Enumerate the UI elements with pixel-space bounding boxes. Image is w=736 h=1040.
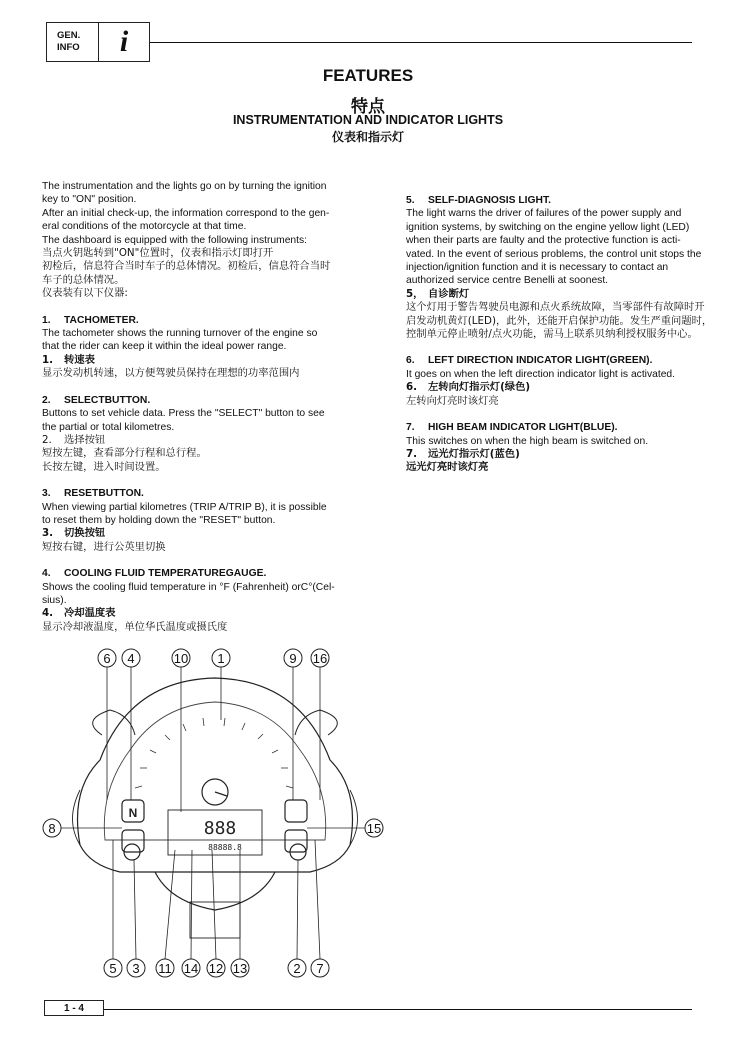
item-heading-cn: 4. 冷却温度表 xyxy=(42,607,116,620)
item-text: that the rider can keep it within the ideal power range. xyxy=(42,341,287,353)
item-text-cn: 控制单元停止喷射/点火功能，需马上联系贝纳利授权服务中心。 xyxy=(406,328,698,341)
callout-14 xyxy=(182,850,200,977)
section-label xyxy=(47,23,99,61)
item-text: vated. In the event of serious problems, the control unit stops the xyxy=(406,248,702,260)
item-text-cn: 启发动机黄灯(LED)，此外，还能开启保护功能。发生严重问题时， xyxy=(406,314,713,327)
page-title: FEATURES xyxy=(322,66,414,85)
item-text: It goes on when the left direction indicator light is activated. xyxy=(406,368,676,380)
svg-text:15: 15 xyxy=(366,821,382,836)
callouts-top xyxy=(98,649,329,812)
item-text: the partial or total kilometres. xyxy=(42,421,175,433)
item-text-cn: 显示冷却液温度，单位华氏温度或摄氏度 xyxy=(42,620,228,633)
item-text-cn: 长按左键，进入时间设置。 xyxy=(42,460,166,473)
callout-16 xyxy=(311,649,329,800)
intro-line: After an initial check-up, the information correspond to the gen- xyxy=(42,207,330,219)
item-text-cn: 显示发动机转速，以方便驾驶员保持在理想的功率范围内 xyxy=(42,367,300,380)
item-text: This switches on when the high beam is switched on. xyxy=(406,435,649,447)
item-heading-cn: 6. 左转向灯指示灯(绿色) xyxy=(406,381,531,394)
callouts-bottom xyxy=(104,840,329,977)
callout-3 xyxy=(127,860,145,977)
dashboard-diagram xyxy=(40,640,390,985)
svg-text:8: 8 xyxy=(48,821,56,836)
item-text-cn: 短按左键，查看部分行程和总行程。 xyxy=(42,447,207,460)
callout-10 xyxy=(172,649,190,812)
item-text: Shows the cooling fluid temperature in °F (Fahrenheit) orC°(Cel- xyxy=(42,581,335,593)
item-text-cn: 远光灯亮时该灯亮 xyxy=(406,461,489,474)
item-heading: 7. HIGH BEAM INDICATOR LIGHT(BLUE). xyxy=(406,422,618,434)
left-column xyxy=(42,180,364,634)
item-text: The light warns the driver of failures of the power supply and xyxy=(406,208,682,220)
intro-line-cn: 当点火钥匙转到"ON"位置时，仪表和指示灯即打开 xyxy=(42,247,274,260)
intro-line: key to "ON" position. xyxy=(42,194,137,206)
page-title-cn: 特点 xyxy=(351,97,385,117)
svg-text:6: 6 xyxy=(103,651,111,666)
callout-1 xyxy=(212,649,230,720)
header-rule xyxy=(150,42,692,43)
callout-12 xyxy=(207,850,225,977)
item-heading-cn: 1. 转速表 xyxy=(42,353,95,366)
gear-indicator: N xyxy=(128,806,138,820)
item-heading: 1. TACHOMETER. xyxy=(42,314,139,326)
item-text: The tachometer shows the running turnover of the engine so xyxy=(42,328,318,340)
intro-line-cn: 初检后，信息符合当时车子的总体情况。初检后，信息符合当时 xyxy=(42,260,331,273)
item-text: to reset them by holding down the "RESET" button. xyxy=(42,514,276,526)
footer-rule xyxy=(104,1009,692,1010)
intro-line-cn: 仪表装有以下仪器: xyxy=(42,287,128,300)
callout-13 xyxy=(231,850,249,977)
section-title: INSTRUMENTATION AND INDICATOR LIGHTS xyxy=(232,113,504,127)
svg-text:13: 13 xyxy=(232,961,248,976)
item-text: ignition systems, by switching on the engine yellow light (LED) xyxy=(406,221,690,233)
callout-2 xyxy=(288,860,306,977)
callout-7 xyxy=(311,840,329,977)
section-label-info: INFO xyxy=(57,42,80,53)
tacho-scale xyxy=(135,718,293,788)
item-heading: 6. LEFT DIRECTION INDICATOR LIGHT(GREEN). xyxy=(406,355,653,367)
item-heading-cn: 7. 远光灯指示灯(蓝色) xyxy=(406,447,520,460)
callout-15 xyxy=(307,819,383,837)
item-text: Buttons to set vehicle data. Press the "SELECT" button to see xyxy=(42,408,325,420)
callout-4 xyxy=(122,649,140,800)
item-heading: 4. COOLING FLUID TEMPERATUREGAUGE. xyxy=(42,568,267,580)
item-heading: 2. SELECTBUTTON. xyxy=(42,394,151,406)
svg-text:4: 4 xyxy=(127,651,135,666)
item-heading-cn: 3. 切换按钮 xyxy=(42,527,106,540)
section-label-gen: GEN. xyxy=(57,30,81,41)
item-text: sius). xyxy=(42,594,67,606)
intro-line: The dashboard is equipped with the following instruments: xyxy=(42,234,308,246)
info-icon: i xyxy=(119,25,129,58)
callout-8 xyxy=(43,819,122,837)
intro-line: The instrumentation and the lights go on by turning the ignition xyxy=(42,181,327,192)
callout-5 xyxy=(104,840,122,977)
svg-text:10: 10 xyxy=(173,651,189,666)
item-text: when their parts are faulty and the protective function is acti- xyxy=(406,235,681,247)
svg-text:16: 16 xyxy=(312,651,328,666)
item-text: When viewing partial kilometres (TRIP A/TRIP B), it is possible xyxy=(42,501,327,513)
svg-text:14: 14 xyxy=(183,961,199,976)
callout-6 xyxy=(98,649,116,800)
item-text: authorized service centre Benelli at soonest. xyxy=(406,275,609,287)
lcd-odometer: 88888.8 xyxy=(208,843,242,852)
item-text: injection/ignition function and it is necessary to contact an xyxy=(406,262,669,274)
lcd-digits: 888 xyxy=(203,818,237,839)
intro-line: eral conditions of the motorcycle at that time. xyxy=(42,221,247,233)
item-heading-cn: 5， 自诊断灯 xyxy=(406,287,470,300)
item-text-cn: 这个灯用于警告驾驶员电源和点火系统故障，当零部件有故障时开 xyxy=(406,301,705,314)
section-tab xyxy=(46,22,150,62)
item-heading: 5. SELF-DIAGNOSIS LIGHT. xyxy=(406,195,551,206)
svg-text:7: 7 xyxy=(316,961,324,976)
svg-text:9: 9 xyxy=(289,651,297,666)
svg-text:12: 12 xyxy=(208,961,224,976)
svg-text:1: 1 xyxy=(217,651,225,666)
svg-text:2: 2 xyxy=(293,961,301,976)
section-title-cn: 仪表和指示灯 xyxy=(331,130,404,144)
page-number: 1 - 4 xyxy=(44,1000,104,1016)
item-heading: 3. RESETBUTTON. xyxy=(42,488,144,500)
item-text-cn: 短按右键，进行公英里切换 xyxy=(42,540,166,553)
right-column xyxy=(406,194,732,475)
svg-text:11: 11 xyxy=(158,961,172,976)
svg-text:3: 3 xyxy=(132,961,140,976)
intro-line-cn: 车子的总体情况。 xyxy=(42,273,125,286)
item-heading-cn: 2. 选择按钮 xyxy=(42,433,106,446)
item-text-cn: 左转向灯亮时该灯亮 xyxy=(406,394,499,407)
svg-text:5: 5 xyxy=(109,961,117,976)
callout-11 xyxy=(156,850,175,977)
